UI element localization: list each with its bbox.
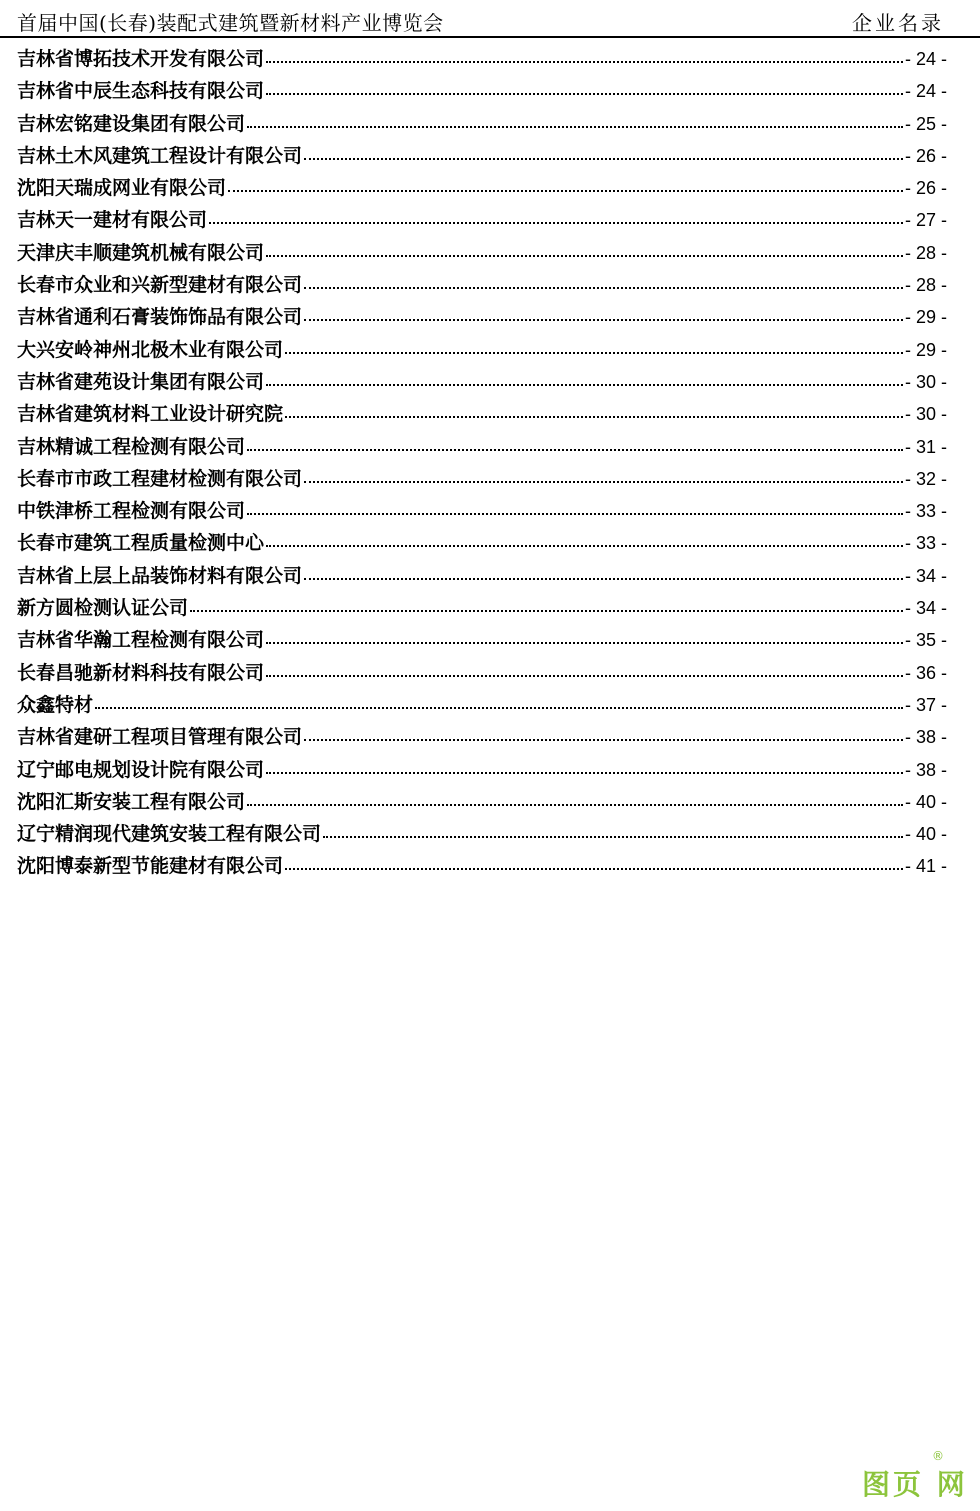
toc-entry[interactable] [17,593,947,625]
toc-entry-page: - 33 - [904,501,947,522]
toc-entry[interactable] [17,432,947,464]
toc-entry-page: - 24 - [904,81,947,102]
dot-leader [304,481,903,483]
toc-entry-name: 辽宁邮电规划设计院有限公司 [17,758,265,781]
dot-leader [285,868,903,870]
toc-entry[interactable] [17,141,947,173]
watermark-text: 图页 网 [862,1468,968,1501]
toc-entry[interactable] [17,76,947,108]
dot-leader [266,61,903,63]
table-of-contents [17,44,947,884]
toc-entry[interactable] [17,205,947,237]
toc-entry-name: 吉林省通利石膏装饰饰品有限公司 [17,306,303,329]
toc-entry-name: 吉林精诚工程检测有限公司 [17,435,246,458]
toc-entry-name: 吉林省建研工程项目管理有限公司 [17,726,303,749]
toc-entry-name: 吉林天一建材有限公司 [17,209,208,232]
dot-leader [304,319,903,321]
toc-entry[interactable] [17,464,947,496]
dot-leader [266,255,903,257]
dot-leader [266,642,903,644]
toc-entry-page: - 26 - [904,178,947,199]
toc-entry-name: 吉林省建苑设计集团有限公司 [17,370,265,393]
toc-entry-page: - 38 - [904,727,947,748]
toc-entry-name: 沈阳天瑞成网业有限公司 [17,177,227,200]
dot-leader [247,804,903,806]
toc-entry[interactable] [17,399,947,431]
toc-entry-page: - 28 - [904,242,947,263]
toc-entry[interactable] [17,625,947,657]
toc-entry-page: - 32 - [904,468,947,489]
toc-entry[interactable] [17,658,947,690]
toc-entry[interactable] [17,755,947,787]
dot-leader [209,222,903,224]
watermark-logo [862,1449,968,1503]
dot-leader [285,352,903,354]
toc-entry-page: - 40 - [904,791,947,812]
dot-leader [247,513,903,515]
toc-entry-page: - 29 - [904,339,947,360]
toc-entry-page: - 30 - [904,404,947,425]
toc-entry-name: 吉林土木风建筑工程设计有限公司 [17,144,303,167]
toc-entry-page: - 35 - [904,630,947,651]
toc-entry[interactable] [17,109,947,141]
dot-leader [266,675,903,677]
dot-leader [247,449,903,451]
toc-entry-page: - 34 - [904,565,947,586]
document-title: 首届中国(长春)装配式建筑暨新材料产业博览会 [17,11,444,35]
toc-entry-name: 长春市建筑工程质量检测中心 [17,532,265,555]
dot-leader [323,836,903,838]
dot-leader [304,158,903,160]
toc-entry-name: 中铁津桥工程检测有限公司 [17,500,246,523]
toc-entry[interactable] [17,238,947,270]
toc-entry[interactable] [17,561,947,593]
toc-entry-name: 吉林省博拓技术开发有限公司 [17,48,265,70]
dot-leader [266,545,903,547]
toc-entry-page: - 28 - [904,275,947,296]
toc-entry[interactable] [17,302,947,334]
toc-entry[interactable] [17,722,947,754]
toc-entry-page: - 26 - [904,145,947,166]
toc-entry-page: - 24 - [904,49,947,69]
registered-mark: ® [932,1449,944,1463]
dot-leader [285,416,903,418]
toc-entry[interactable] [17,44,947,76]
dot-leader [266,772,903,774]
toc-entry-name: 天津庆丰顺建筑机械有限公司 [17,241,265,264]
toc-entry-name: 众鑫特材 [17,693,94,716]
toc-entry-page: - 41 - [904,856,947,877]
dot-leader [190,610,903,612]
dot-leader [228,190,903,192]
dot-leader [266,93,903,95]
toc-entry-name: 吉林省建筑材料工业设计研究院 [17,403,284,426]
toc-entry[interactable] [17,335,947,367]
toc-entry-page: - 29 - [904,307,947,328]
toc-entry-name: 沈阳博泰新型节能建材有限公司 [17,855,284,878]
toc-entry[interactable] [17,528,947,560]
toc-entry-page: - 31 - [904,436,947,457]
toc-entry[interactable] [17,270,947,302]
toc-entry-page: - 33 - [904,533,947,554]
toc-entry[interactable] [17,787,947,819]
toc-entry-name: 辽宁精润现代建筑安装工程有限公司 [17,823,322,846]
page-header [0,0,980,38]
toc-entry-name: 沈阳汇斯安装工程有限公司 [17,790,246,813]
toc-entry-name: 吉林省中辰生态科技有限公司 [17,80,265,103]
toc-entry-page: - 25 - [904,113,947,134]
section-title: 企业名录 [852,11,944,35]
toc-entry-page: - 27 - [904,210,947,231]
dot-leader [304,578,903,580]
toc-entry-page: - 40 - [904,824,947,845]
toc-entry-page: - 37 - [904,694,947,715]
dot-leader [304,287,903,289]
dot-leader [304,739,903,741]
toc-entry[interactable] [17,173,947,205]
toc-entry-name: 长春昌驰新材料科技有限公司 [17,661,265,684]
toc-entry[interactable] [17,851,947,883]
toc-entry[interactable] [17,690,947,722]
toc-entry[interactable] [17,496,947,528]
toc-entry-page: - 34 - [904,598,947,619]
dot-leader [95,707,903,709]
toc-entry-name: 吉林省上层上品装饰材料有限公司 [17,564,303,587]
toc-entry-page: - 36 - [904,662,947,683]
toc-entry[interactable] [17,819,947,851]
toc-entry[interactable] [17,367,947,399]
toc-entry-name: 长春市众业和兴新型建材有限公司 [17,274,303,297]
toc-entry-name: 长春市市政工程建材检测有限公司 [17,467,303,490]
toc-entry-name: 吉林省华瀚工程检测有限公司 [17,629,265,652]
toc-entry-page: - 30 - [904,371,947,392]
dot-leader [247,126,903,128]
toc-entry-name: 大兴安岭神州北极木业有限公司 [17,338,284,361]
toc-entry-name: 新方圆检测认证公司 [17,597,189,620]
toc-entry-page: - 38 - [904,759,947,780]
dot-leader [266,384,903,386]
toc-entry-name: 吉林宏铭建设集团有限公司 [17,112,246,135]
